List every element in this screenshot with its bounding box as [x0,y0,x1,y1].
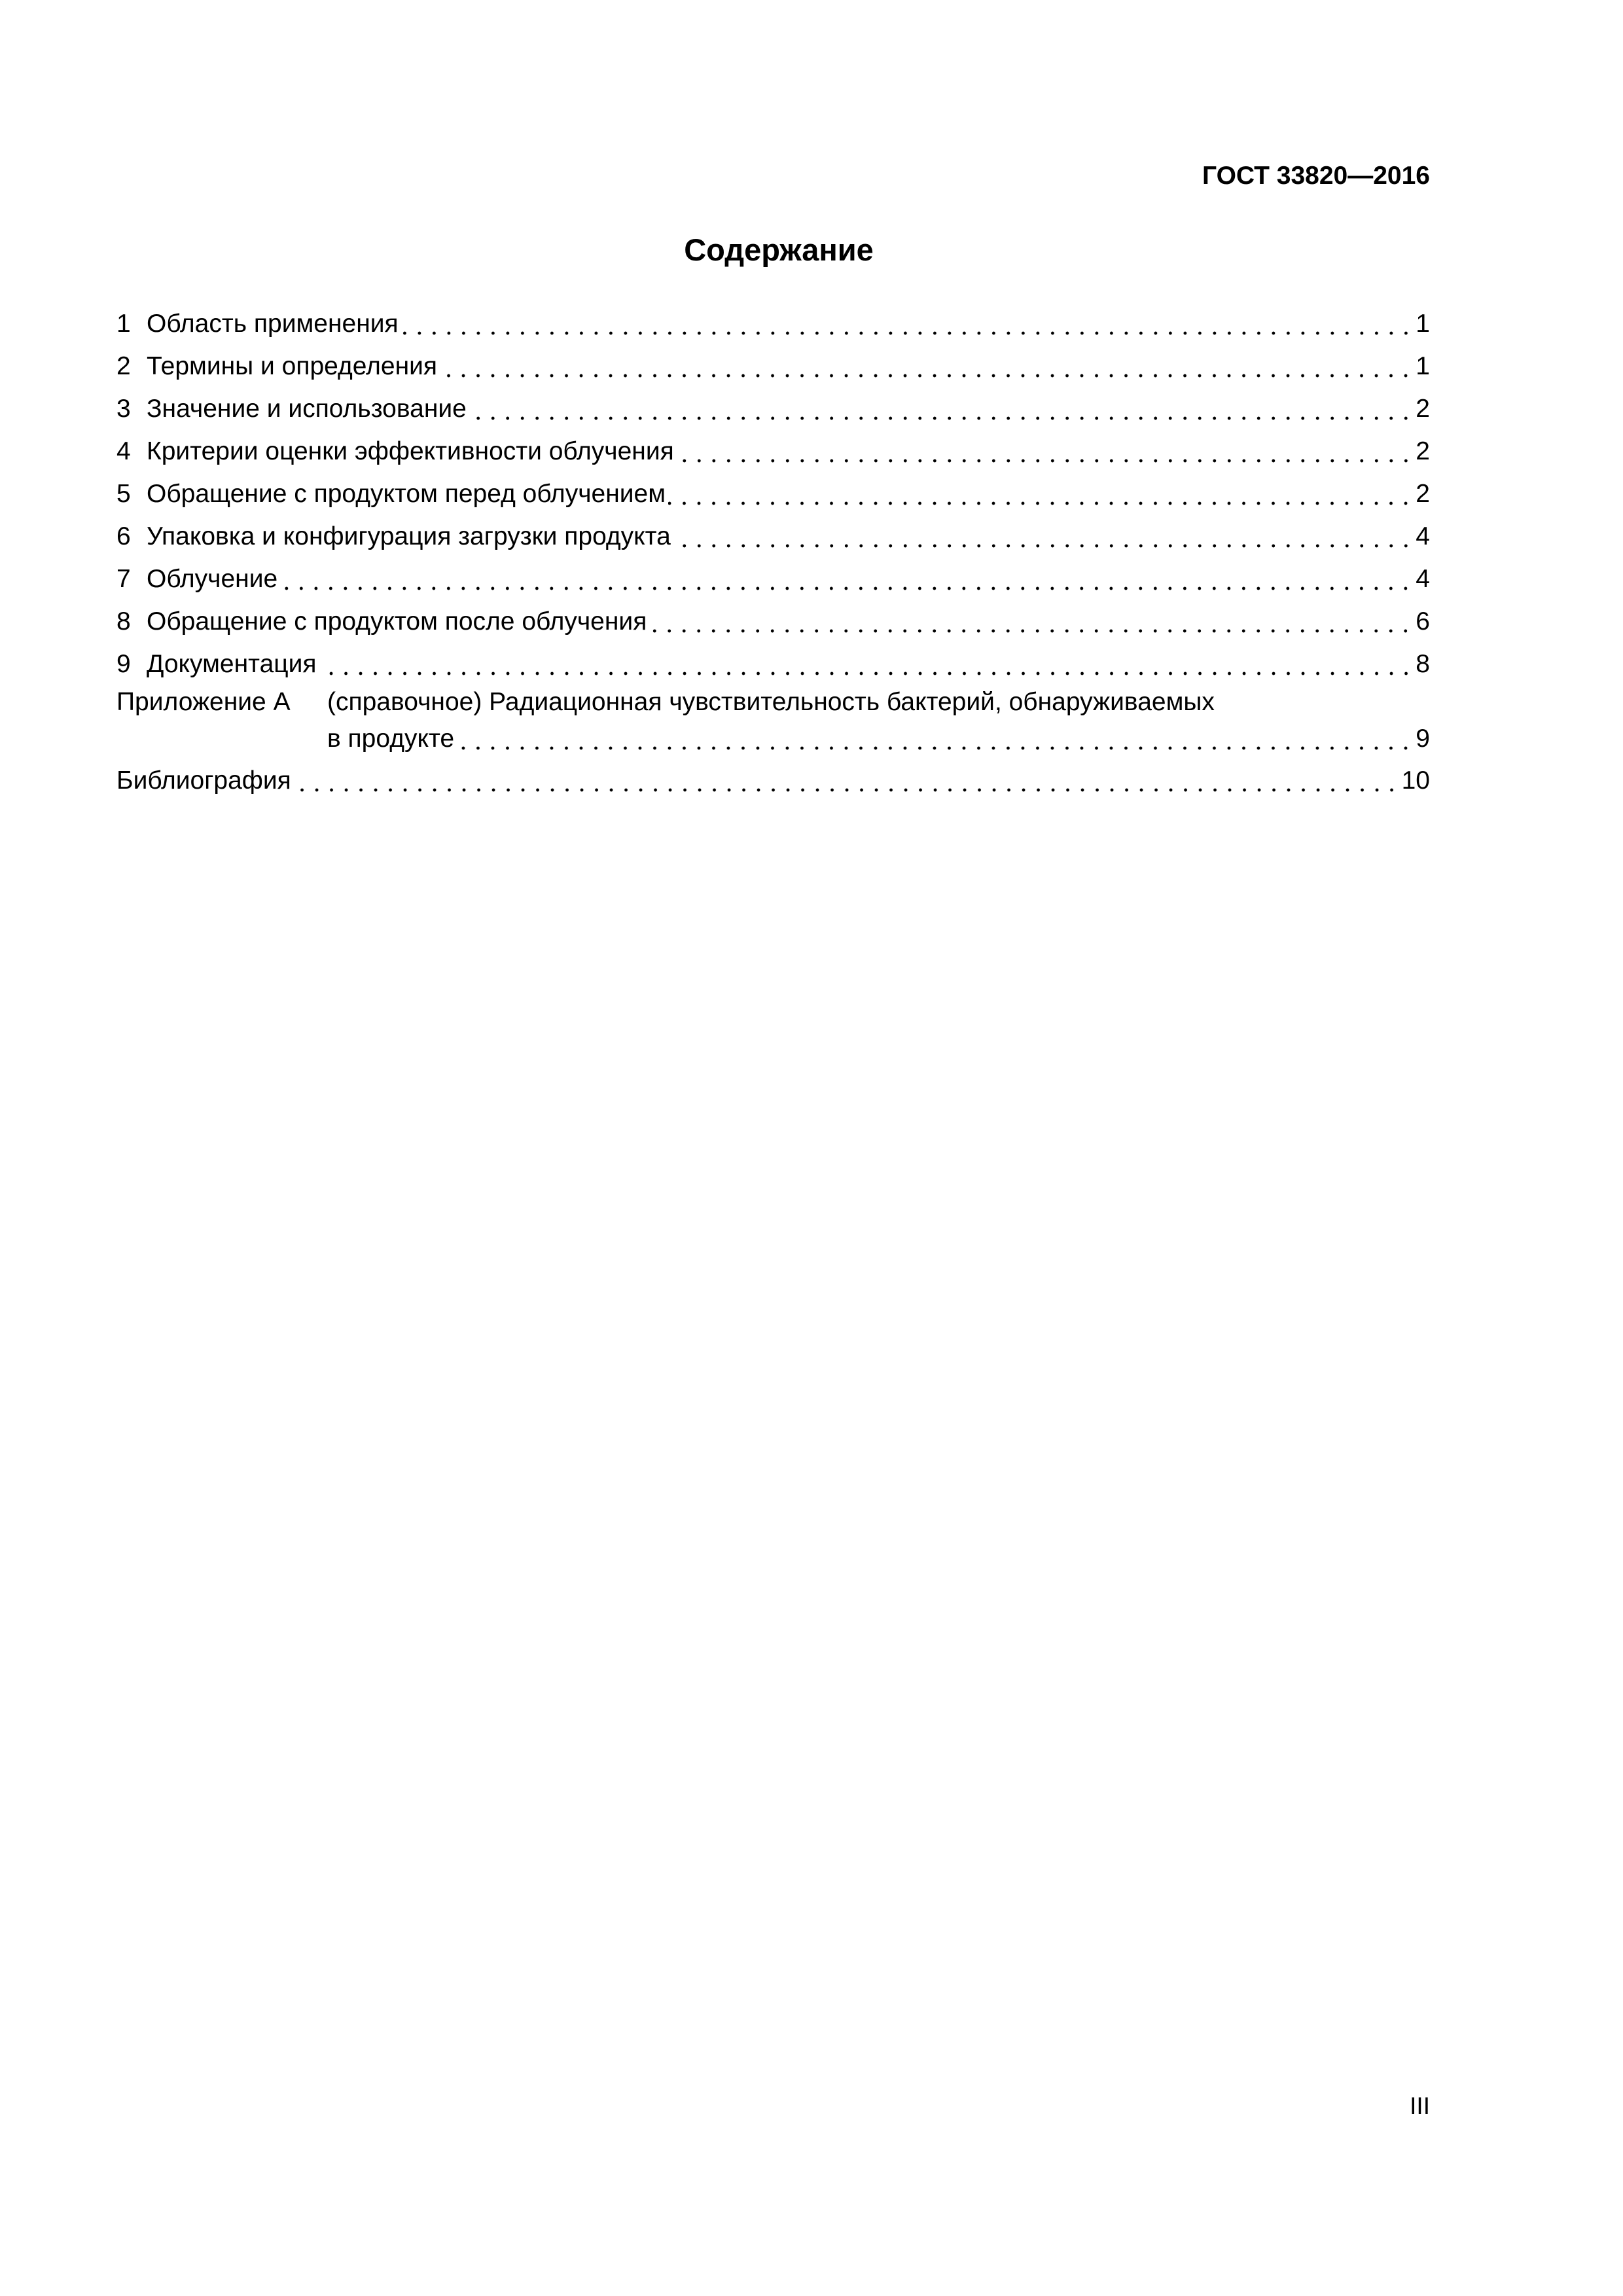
dot-leader [401,329,1414,337]
toc-item-5[interactable] [116,473,1430,515]
toc-item-number: 7 [116,565,131,593]
toc-item-4[interactable] [116,430,1430,473]
page-number: III [1410,2092,1430,2119]
toc-item-title: Значение и использование [147,395,467,423]
toc-item-number: 2 [116,352,131,380]
table-of-contents [116,302,1430,802]
document-designation: ГОСТ 33820—2016 [1202,162,1430,190]
toc-item-1[interactable] [116,302,1430,345]
toc-item-number: 1 [116,310,131,338]
toc-item-page: 2 [1416,480,1430,508]
dot-leader [677,457,1414,465]
dot-leader [440,372,1413,380]
toc-item-7[interactable] [116,558,1430,600]
dot-leader [294,786,1399,794]
appendix-label: Приложение А [116,688,291,716]
toc-item-page: 2 [1416,437,1430,465]
toc-item-page: 1 [1416,310,1430,338]
dot-leader [319,670,1414,677]
toc-item-6[interactable] [116,515,1430,558]
toc-item-number: 9 [116,650,131,678]
dot-leader [668,499,1413,507]
toc-item-title: Область применения [147,310,399,338]
toc-item-page: 4 [1416,565,1430,593]
dot-leader [457,744,1413,752]
toc-item-bibliography[interactable] [116,759,1430,802]
toc-item-page: 6 [1416,607,1430,636]
toc-item-title: Термины и определения [147,352,438,380]
toc-item-appendix-a[interactable] [116,685,1430,759]
toc-item-9[interactable] [116,643,1430,685]
toc-item-title: Упаковка и конфигурация загрузки продукта [147,522,671,550]
dot-leader [469,414,1413,422]
toc-item-page: 4 [1416,522,1430,550]
appendix-title-line1: (справочное) Радиационная чувствительность бактерий, обнаруживаемых [327,688,1215,716]
toc-item-title: Облучение [147,565,278,593]
toc-item-2[interactable] [116,345,1430,387]
toc-item-page: 8 [1416,650,1430,678]
toc-item-number: 3 [116,395,131,423]
toc-item-number: 5 [116,480,131,508]
toc-item-title: Библиография [116,766,291,795]
toc-item-3[interactable] [116,387,1430,430]
toc-item-title: Обращение с продуктом перед облучением [147,480,666,508]
toc-item-page: 2 [1416,395,1430,423]
toc-item-number: 4 [116,437,131,465]
toc-item-number: 8 [116,607,131,636]
toc-item-title: Критерии оценки эффективности облучения [147,437,674,465]
page-title: Содержание [684,232,874,267]
toc-item-title: Обращение с продуктом после облучения [147,607,647,636]
toc-item-page: 9 [1416,725,1430,753]
dot-leader [673,542,1414,550]
dot-leader [649,627,1413,635]
toc-item-page: 10 [1401,766,1430,795]
dot-leader [280,584,1413,592]
toc-item-page: 1 [1416,352,1430,380]
toc-item-number: 6 [116,522,131,550]
toc-item-title: Документация [147,650,317,678]
appendix-title-line2: в продукте [327,725,455,753]
toc-item-8[interactable] [116,600,1430,643]
